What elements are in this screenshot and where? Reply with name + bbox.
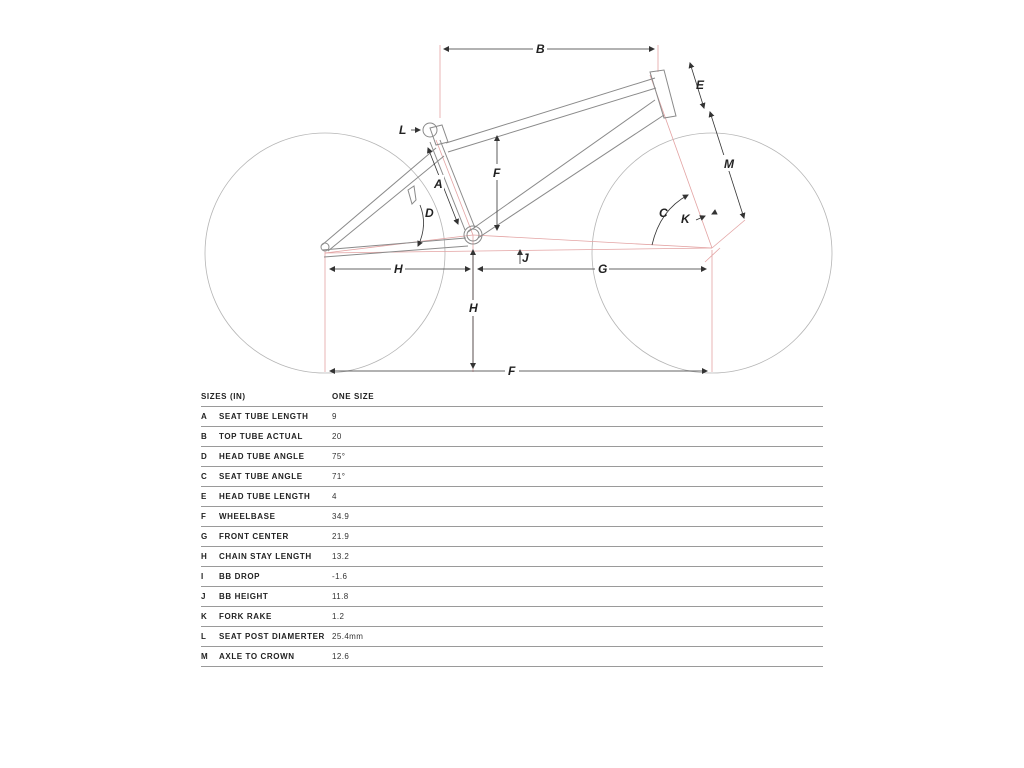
table-row: [201, 647, 823, 667]
row-value: 4: [332, 492, 337, 501]
table-row: [201, 607, 823, 627]
row-code: F: [201, 512, 207, 521]
row-code: G: [201, 532, 208, 541]
table-row: [201, 407, 823, 427]
label-l: L: [399, 123, 407, 137]
row-name: BB HEIGHT: [219, 592, 269, 601]
row-code: I: [201, 572, 204, 581]
row-code: K: [201, 612, 208, 621]
row-value: 9: [332, 412, 337, 421]
row-value: 34.9: [332, 512, 350, 521]
row-name: SEAT TUBE ANGLE: [219, 472, 303, 481]
header-sizes: SIZES (IN): [201, 391, 246, 401]
row-code: M: [201, 652, 209, 661]
table-body: [201, 407, 823, 667]
table-header: [201, 386, 823, 407]
dimension-labels: [391, 41, 735, 379]
label-f-bottom: F: [508, 364, 516, 378]
bike-frame: [321, 70, 676, 257]
header-one-size: ONE SIZE: [332, 391, 375, 401]
table-row: [201, 547, 823, 567]
row-value: 71°: [332, 472, 346, 481]
table-row: [201, 507, 823, 527]
row-code: J: [201, 592, 206, 601]
row-name: FORK RAKE: [219, 612, 272, 621]
row-code: H: [201, 552, 208, 561]
geometry-guides: [325, 45, 745, 372]
table-row: [201, 627, 823, 647]
row-name: TOP TUBE ACTUAL: [219, 432, 303, 441]
row-value: 1.2: [332, 612, 345, 621]
table-row: [201, 567, 823, 587]
label-e: E: [696, 78, 705, 92]
table-row: [201, 487, 823, 507]
row-value: -1.6: [332, 572, 348, 581]
row-value: 13.2: [332, 552, 350, 561]
row-name: SEAT TUBE LENGTH: [219, 412, 309, 421]
table-row: [201, 587, 823, 607]
label-d: D: [425, 206, 434, 220]
table-row: [201, 467, 823, 487]
label-m: M: [724, 157, 734, 171]
table-row: [201, 427, 823, 447]
row-value: 20: [332, 432, 342, 441]
row-value: 11.8: [332, 592, 349, 601]
row-value: 25.4mm: [332, 632, 364, 641]
label-a: A: [434, 177, 443, 191]
row-name: WHEELBASE: [219, 512, 276, 521]
label-h-left: H: [394, 262, 403, 276]
row-code: A: [201, 412, 208, 421]
row-name: BB DROP: [219, 572, 261, 581]
geometry-table: [201, 386, 823, 667]
row-name: HEAD TUBE ANGLE: [219, 452, 305, 461]
row-name: AXLE TO CROWN: [219, 652, 295, 661]
label-k: K: [681, 212, 690, 226]
row-code: E: [201, 492, 207, 501]
label-b: B: [536, 42, 545, 56]
label-f-vertical: F: [493, 166, 501, 180]
label-j: J: [522, 251, 529, 265]
label-c: C: [659, 206, 668, 220]
label-h-vertical: H: [469, 301, 478, 315]
row-code: L: [201, 632, 207, 641]
dim-d: [418, 205, 424, 246]
label-g: G: [598, 262, 608, 276]
row-value: 12.6: [332, 652, 350, 661]
row-name: HEAD TUBE LENGTH: [219, 492, 311, 501]
row-name: FRONT CENTER: [219, 532, 289, 541]
row-code: B: [201, 432, 208, 441]
table-row: [201, 447, 823, 467]
row-value: 75°: [332, 452, 346, 461]
row-code: D: [201, 452, 208, 461]
row-name: SEAT POST DIAMERTER: [219, 632, 325, 641]
row-code: C: [201, 472, 208, 481]
table-row: [201, 527, 823, 547]
dimension-lines: [330, 49, 744, 371]
row-value: 21.9: [332, 532, 350, 541]
row-name: CHAIN STAY LENGTH: [219, 552, 312, 561]
